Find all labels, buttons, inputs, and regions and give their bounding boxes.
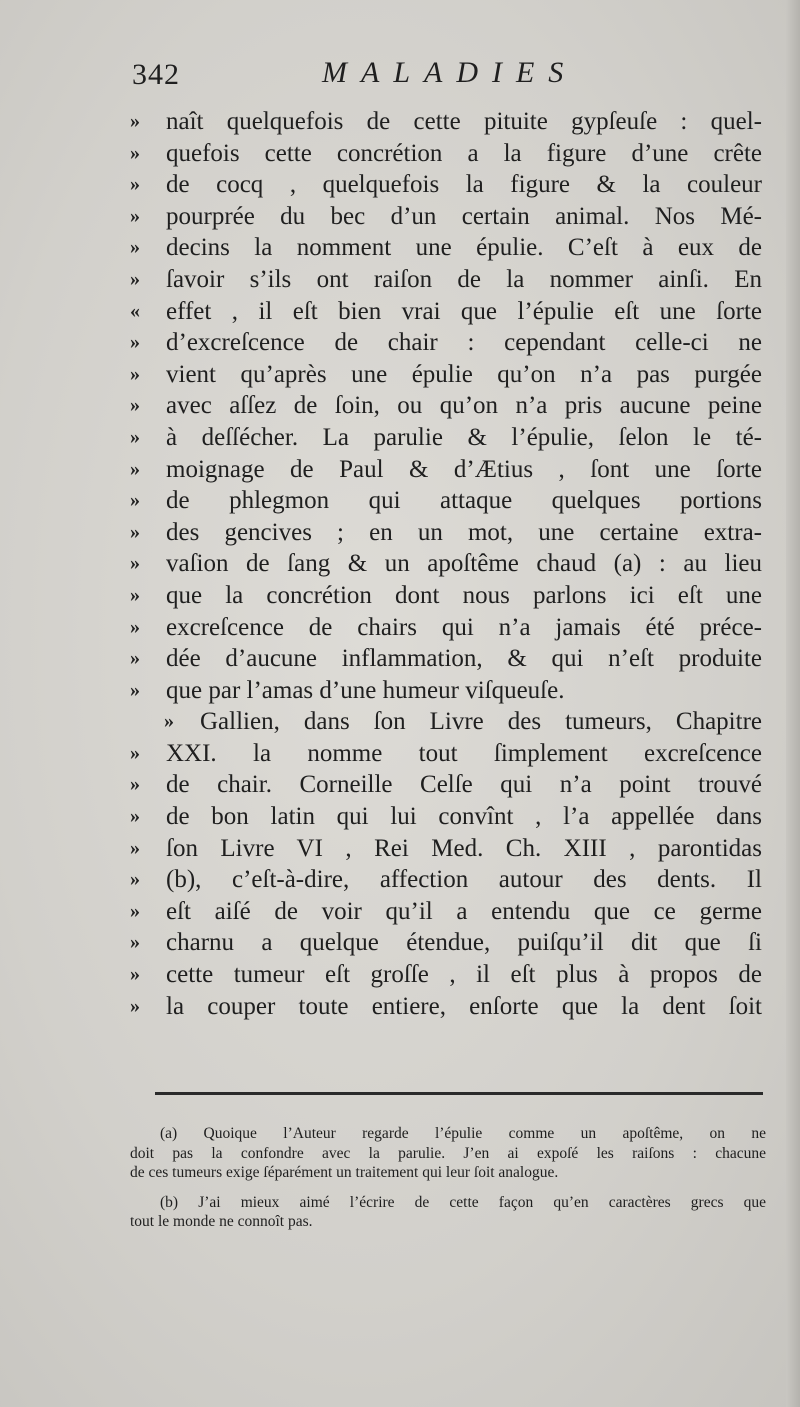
quote-mark: » [130, 520, 140, 543]
line-text: ſavoir s’ils ont raiſon de la nommer ainſi. En [166, 265, 762, 293]
quote-mark: » [130, 362, 140, 385]
footnote-b-line: tout le monde ne connoît pas. [130, 1213, 313, 1230]
line-text: de cocq , quelquefois la figure & la couleur [166, 171, 762, 199]
text-line [130, 738, 762, 770]
quote-mark: » [130, 805, 140, 828]
line-text: eſt aiſé de voir qu’il a entendu que ce germe [166, 897, 762, 925]
line-text: naît quelquefois de cette pituite gypſeuſe : quel- [166, 108, 762, 135]
footnote-a-line: (a) Quoique l’Auteur regarde l’épulie comme un apoſtême, on ne [160, 1125, 766, 1142]
paragraph-first-line [130, 706, 762, 738]
quote-mark: » [130, 741, 140, 764]
text-line [130, 580, 762, 612]
line-text: des gencives ; en un mot, une certaine extra- [166, 518, 762, 546]
footnote-a-line: de ces tumeurs exige ſéparément un traitement qui leur ſoit analogue. [130, 1164, 559, 1181]
main-text [130, 106, 762, 1022]
quote-mark: » [130, 647, 140, 670]
page-header [132, 58, 772, 98]
footnote-gap [130, 1183, 766, 1193]
text-line [130, 833, 762, 865]
line-text: XXI. la nomme tout ſimplement excreſcence [166, 739, 762, 767]
text-line [130, 927, 762, 959]
quote-mark: » [130, 583, 140, 606]
quote-mark: » [130, 331, 140, 354]
text-line [130, 612, 762, 644]
page-edge-shadow [786, 0, 800, 1407]
text-line [130, 422, 762, 454]
quote-mark: » [130, 425, 140, 448]
quote-mark: » [130, 267, 140, 290]
line-text: decins la nomment une épulie. C’eſt à eux de [166, 234, 762, 262]
quote-mark: » [130, 899, 140, 922]
quote-mark: « [130, 299, 140, 322]
text-line [130, 517, 762, 549]
text-line [130, 548, 762, 580]
line-text: que la concrétion dont nous parlons ici eſt une [166, 581, 762, 609]
text-line [130, 769, 762, 801]
text-line [130, 991, 762, 1023]
line-text: de phlegmon qui attaque quelques portions [166, 487, 762, 515]
text-line [130, 106, 762, 138]
line-text: dée d’aucune inflammation, & qui n’eſt produite [166, 645, 762, 673]
quote-mark: » [130, 204, 140, 227]
line-text: avec aſſez de ſoin, ou qu’on n’a pris aucune peine [166, 392, 762, 420]
quote-mark: » [130, 489, 140, 512]
line-text: moignage de Paul & d’Ætius , ſont une ſorte [166, 455, 762, 483]
running-title: MALADIES [322, 56, 578, 89]
text-line [130, 201, 762, 233]
line-text: pourprée du bec d’un certain animal. Nos Mé- [166, 202, 762, 230]
footnote-b-line: (b) J’ai mieux aimé l’écrire de cette façon qu’en caractères grecs que [160, 1193, 766, 1211]
line-text: (b), c’eſt-à-dire, affection autour des dents. Il [166, 866, 762, 894]
line-text: quefois cette concrétion a la figure d’une crête [166, 139, 762, 167]
line-text: d’excreſcence de chair : cependant celle-ci ne [166, 329, 762, 357]
quote-mark: » [130, 173, 140, 196]
footnote-separator-rule [155, 1092, 763, 1095]
line-text: que par l’amas d’une humeur viſqueuſe. [166, 676, 565, 704]
quote-mark: » [130, 963, 140, 986]
line-text: de chair. Corneille Celſe qui n’a point trouvé [166, 771, 762, 799]
text-line [130, 896, 762, 928]
text-line [130, 390, 762, 422]
quote-mark: » [130, 552, 140, 575]
quote-mark: » [130, 931, 140, 954]
line-text: à deſſécher. La parulie & l’épulie, ſelon le té- [166, 423, 762, 451]
quote-mark: » [130, 141, 140, 164]
line-text: cette tumeur eſt groſſe , il eſt plus à propos de [166, 961, 762, 989]
line-text: vaſion de ſang & un apoſtême chaud (a) : au lieu [166, 550, 762, 578]
line-text: vient qu’après une épulie qu’on n’a pas purgée [166, 360, 762, 388]
line-text: la couper toute entiere, enſorte que la dent ſoit [166, 992, 762, 1020]
text-line [130, 169, 762, 201]
text-line [130, 675, 762, 707]
quote-mark: » [130, 236, 140, 259]
line-text: Gallien, dans ſon Livre des tumeurs, Chapitre [200, 708, 762, 736]
quote-mark: » [130, 457, 140, 480]
quote-mark: » [130, 615, 140, 638]
quote-mark: » [130, 773, 140, 796]
text-line [130, 138, 762, 170]
quote-mark: » [130, 678, 140, 701]
footnotes [130, 1124, 766, 1232]
text-line [130, 485, 762, 517]
page-number: 342 [132, 58, 180, 91]
footnote-a-line: doit pas la confondre avec la parulie. J’en ai expoſé les raiſons : chacune [130, 1144, 766, 1162]
text-line [130, 327, 762, 359]
text-line [130, 296, 762, 328]
quote-mark: » [130, 836, 140, 859]
quote-mark: » [130, 110, 140, 132]
text-line [130, 801, 762, 833]
line-text: excreſcence de chairs qui n’a jamais été préce- [166, 613, 762, 641]
quote-mark: » [130, 868, 140, 891]
quote-mark: » [130, 394, 140, 417]
text-line [130, 864, 762, 896]
line-text: ſon Livre VI , Rei Med. Ch. XIII , parontidas [166, 834, 762, 862]
text-line [130, 643, 762, 675]
text-line [130, 359, 762, 391]
quote-mark: » [130, 994, 140, 1017]
line-text: de bon latin qui lui convînt , l’a appellée dans [166, 803, 762, 831]
line-text: charnu a quelque étendue, puiſqu’il dit que ſi [166, 929, 762, 957]
line-text: effet , il eſt bien vrai que l’épulie eſt une ſorte [166, 297, 762, 325]
quote-mark: » [164, 710, 174, 733]
text-line [130, 232, 762, 264]
text-line [130, 454, 762, 486]
text-line [130, 959, 762, 991]
text-line [130, 264, 762, 296]
